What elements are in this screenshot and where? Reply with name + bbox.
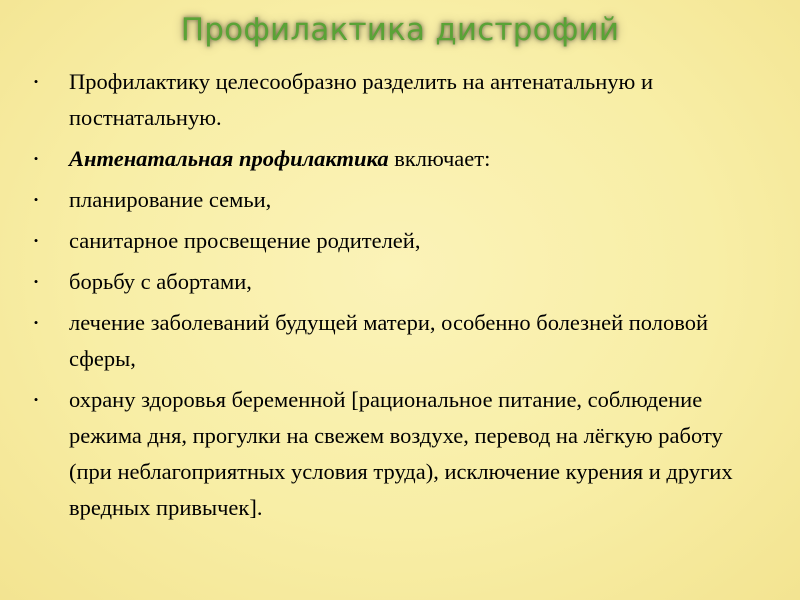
- list-item: [30, 64, 765, 136]
- bullet-icon: •: [33, 392, 39, 407]
- list-item: [30, 223, 765, 259]
- list-item-text: лечение заболеваний будущей матери, особенно болезней половой сферы,: [69, 310, 708, 371]
- bullet-icon: •: [33, 315, 39, 330]
- list-item: [30, 141, 765, 177]
- list-item: [30, 305, 765, 377]
- list-item-emphasis: Антенатальная профилактика: [69, 146, 389, 171]
- bullet-icon: •: [33, 274, 39, 289]
- list-item: [30, 182, 765, 218]
- list-item: [30, 264, 765, 300]
- bullet-icon: •: [33, 74, 39, 89]
- bullet-icon: •: [33, 192, 39, 207]
- list-item: [30, 382, 765, 526]
- list-item-text: санитарное просвещение родителей,: [69, 228, 421, 253]
- list-item-text: борьбу с абортами,: [69, 269, 252, 294]
- list-item-text: включает:: [388, 146, 491, 171]
- bullet-list: [30, 64, 765, 531]
- list-item-text: охрану здоровья беременной [рациональное питание, соблюдение режима дня, прогулки на свежем воздухе, перевод на лёгкую работу (при неблагоприятных условия труда), исключение курения и других вредных привычек].: [69, 387, 733, 520]
- bullet-icon: •: [33, 233, 39, 248]
- slide-title: Профилактика дистрофий: [180, 12, 620, 48]
- bullet-icon: •: [33, 151, 39, 166]
- list-item-text: Профилактику целесообразно разделить на антенатальную и постнатальную.: [69, 69, 653, 130]
- list-item-text: планирование семьи,: [69, 187, 272, 212]
